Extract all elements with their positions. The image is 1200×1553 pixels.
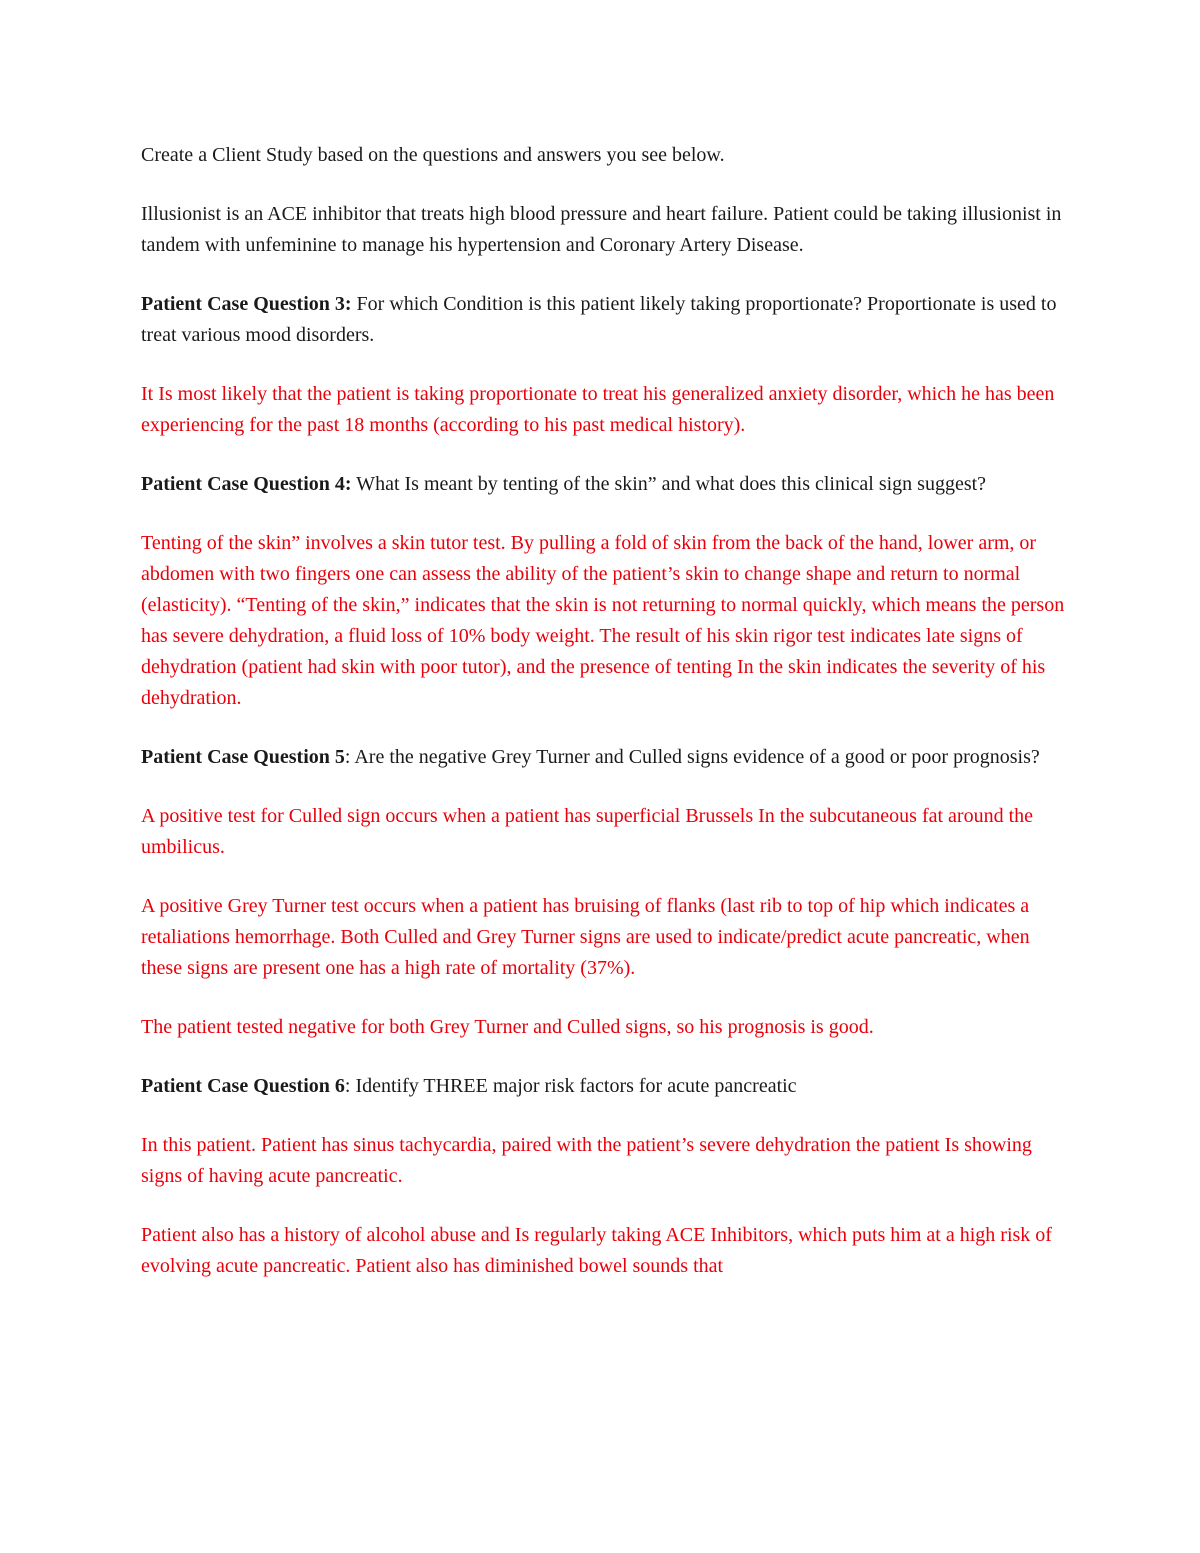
answer-6-paragraph-1: In this patient. Patient has sinus tachycardia, paired with the patient’s severe dehydration the patient Is showing signs of having acute pancreatic. [141, 1134, 1032, 1187]
intro-paragraph: Create a Client Study based on the questions and answers you see below. [141, 144, 725, 166]
question-3-text: For which Condition is this patient likely taking proportionate? Proportionate is used to treat various mood disorders. [141, 293, 1057, 346]
question-6-text: : Identify THREE major risk factors for acute pancreatic [344, 1075, 797, 1097]
context-paragraph: Illusionist is an ACE inhibitor that treats high blood pressure and heart failure. Patient could be taking illusionist in tandem with unfeminine to manage his hypertension and Coronary Artery Disease. [141, 203, 1062, 256]
question-4-text: What Is meant by tenting of the skin” and what does this clinical sign suggest? [351, 473, 987, 495]
question-5-label: Patient Case Question 5 [141, 746, 345, 768]
answer-5-paragraph-1: A positive test for Culled sign occurs when a patient has superficial Brussels In the subcutaneous fat around the umbilicus. [141, 805, 1034, 858]
question-3-label: Patient Case Question 3: [141, 293, 352, 315]
answer-3-paragraph: It Is most likely that the patient is taking proportionate to treat his generalized anxiety disorder, which he has been experiencing for the past 18 months (according to his past medical history). [141, 383, 1055, 436]
answer-5-paragraph-3: The patient tested negative for both Grey Turner and Culled signs, so his prognosis is good. [141, 1016, 874, 1038]
question-4 [141, 469, 1071, 500]
question-5 [141, 742, 1071, 773]
answer-4-paragraph: Tenting of the skin” involves a skin tutor test. By pulling a fold of skin from the back of the hand, lower arm, or abdomen with two fingers one can assess the ability of the patient’s skin to change shape and return to normal (elasticity). “Tenting of the skin,” indicates that the skin is not returning to normal quickly, which means the person has severe dehydration, a fluid loss of 10% body weight. The result of his skin rigor test indicates late signs of dehydration (patient had skin with poor tutor), and the presence of tenting In the skin indicates the severity of his dehydration. [141, 532, 1065, 709]
question-3 [141, 289, 1071, 351]
question-6-label: Patient Case Question 6 [141, 1075, 345, 1097]
question-5-text: : Are the negative Grey Turner and Culled signs evidence of a good or poor prognosis? [344, 746, 1040, 768]
question-6 [141, 1071, 1071, 1102]
answer-6-paragraph-2: Patient also has a history of alcohol abuse and Is regularly taking ACE Inhibitors, which puts him at a high risk of evolving acute pancreatic. Patient also has diminished bowel sounds that [141, 1224, 1052, 1277]
question-4-label: Patient Case Question 4: [141, 473, 352, 495]
document-page [141, 140, 1071, 1310]
answer-5-paragraph-2: A positive Grey Turner test occurs when a patient has bruising of flanks (last rib to top of hip which indicates a retaliations hemorrhage. Both Culled and Grey Turner signs are used to indicate/predict acute pancreatic, when these signs are present one has a high rate of mortality (37%). [141, 895, 1030, 979]
